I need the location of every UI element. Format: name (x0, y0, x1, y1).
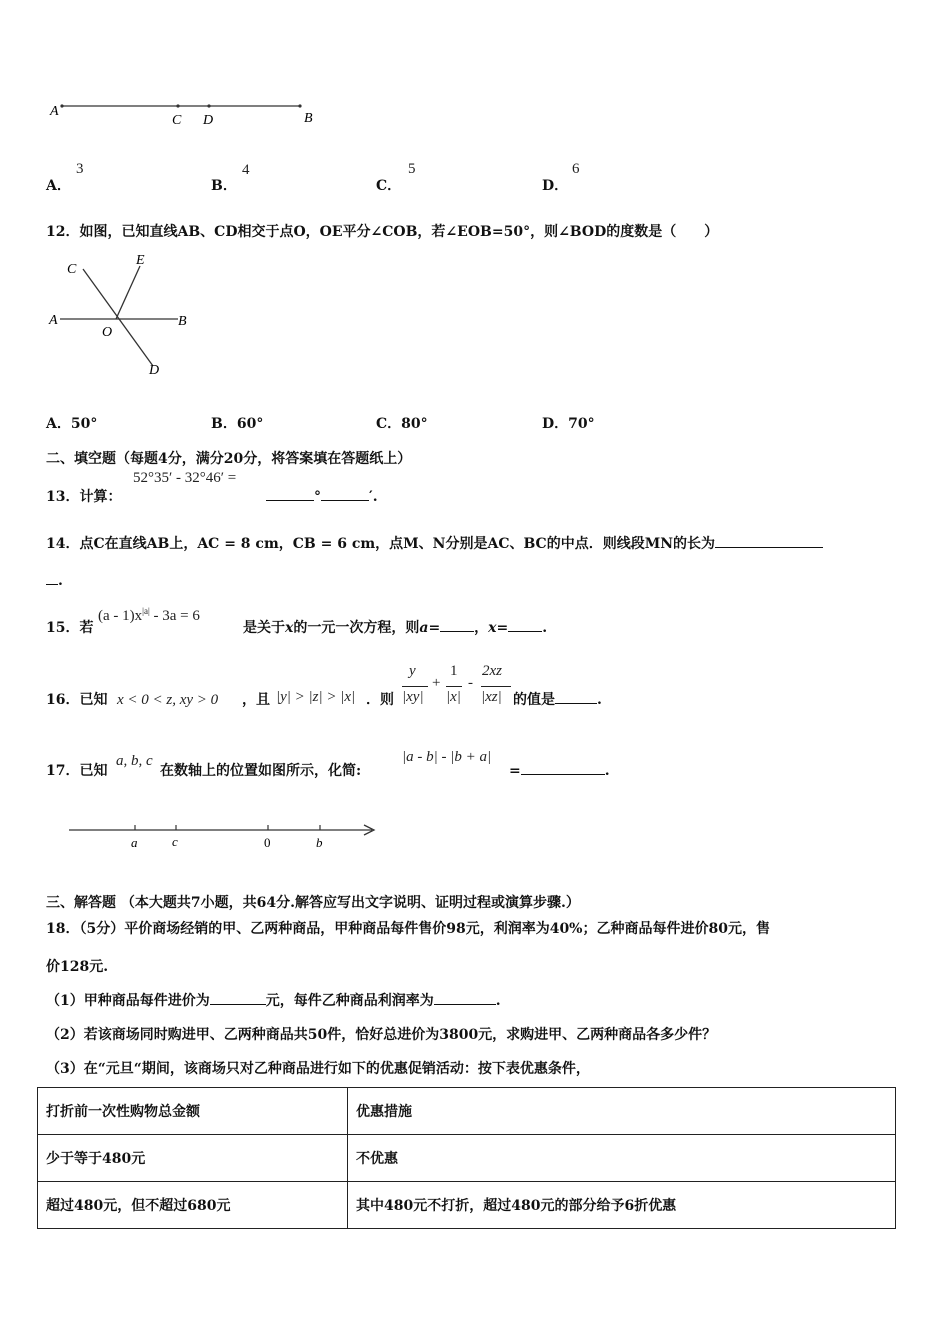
q16-condition: x < 0 < z, xy > 0 (117, 692, 219, 708)
q16-fraction-1-den: |xy| (402, 689, 424, 705)
q13-expression: 52°35′ - 32°46′ = (133, 470, 237, 486)
q14-blank[interactable] (715, 533, 823, 548)
table-cell: 少于等于480元 (38, 1135, 348, 1182)
table-header-cell: 优惠措施 (348, 1088, 896, 1135)
table-row (38, 1088, 896, 1135)
q18-line-2: 价128元. (46, 959, 109, 975)
q16-fraction-1-bar (402, 686, 428, 687)
q11-option-c-value: 5 (408, 161, 416, 177)
q11-option-b-value: 4 (242, 162, 250, 178)
label-b: b (316, 835, 323, 850)
q18-part-3: （3）在“元旦“期间，该商场只对乙种商品进行如下的优惠促销活动：按下表优惠条件， (46, 1061, 590, 1077)
q11-option-a-value: 3 (76, 161, 84, 177)
label-c: C (172, 113, 182, 128)
q12-option-a: A．50° (46, 416, 98, 432)
q12-text: 12．如图，已知直线AB、CD相交于点O，OE平分∠COB，若∠EOB=50°，则∠BOD的度数是（ ） (46, 224, 719, 240)
q15-blank-a[interactable] (440, 617, 474, 632)
q18-blank-cost[interactable] (210, 990, 266, 1005)
point-b (298, 104, 301, 107)
q13-blank-minutes[interactable] (321, 486, 369, 501)
label-b: B (304, 111, 313, 126)
label-o: O (102, 325, 113, 340)
section-2-title: 二、填空题（每题4分，满分20分，将答案填在答题纸上） (46, 451, 412, 467)
q11-option-d: D． (542, 178, 569, 194)
q15-prefix: 15．若 (46, 620, 94, 636)
q16-and: ，且 (242, 692, 270, 708)
q16-blank[interactable] (555, 689, 597, 704)
segment-figure (40, 95, 340, 135)
q16-end: 的值是 . (513, 689, 602, 709)
q18-part-1: （1）甲种商品每件进价为 元，每件乙种商品利润率为 . (46, 990, 501, 1010)
number-line-figure (60, 818, 390, 858)
point-d (207, 104, 210, 107)
q17-variables: a, b, c (116, 753, 153, 769)
q16-fraction-2-bar (446, 686, 462, 687)
q16-fraction-1-num: y (409, 663, 416, 679)
q18-part-2: （2）若该商场同时购进甲、乙两种商品共50件，恰好总进价为3800元，求购进甲、乙两种商品各多少件？ (46, 1027, 717, 1043)
q13-label: 13．计算： (46, 489, 122, 505)
label-a: a (131, 835, 138, 850)
table-cell: 不优惠 (348, 1135, 896, 1182)
q16-fraction-2-num: 1 (450, 663, 458, 679)
q17-prefix: 17．已知 (46, 763, 108, 779)
label-d: D (149, 363, 160, 378)
q17-blank[interactable] (521, 760, 605, 775)
table-row (38, 1182, 896, 1229)
q11-option-a: A． (46, 178, 71, 194)
discount-table (37, 1087, 896, 1229)
q15-rest: 是关于x的一元一次方程，则a= ，x= . (243, 617, 547, 637)
q16-fraction-3-num: 2xz (482, 663, 502, 679)
q11-option-d-value: 6 (572, 161, 580, 177)
q16-fraction-3-bar (481, 686, 511, 687)
q18-blank-rate[interactable] (434, 990, 496, 1005)
q17-expression: |a - b| - |b + a| (402, 749, 492, 765)
q18-line-1: 18．（5分）平价商场经销的甲、乙两种商品，甲种商品每件售价98元，利润率为40%；乙种商品每件进价80元，售 (46, 921, 770, 937)
q15-equation: $(a - 1)x^{|a|} - 3a = 6$ (98, 606, 200, 624)
table-cell: 超过480元，但不超过680元 (38, 1182, 348, 1229)
label-zero: 0 (264, 835, 271, 850)
intersecting-lines-figure (40, 248, 210, 383)
q16-fraction-3-den: |xz| (481, 689, 502, 705)
q14-blank-cont (46, 570, 58, 585)
q11-option-b: B． (211, 178, 237, 194)
q12-option-b: B．60° (211, 416, 264, 432)
section-3-title: 三、解答题 （本大题共7小题，共64分.解答应写出文字说明、证明过程或演算步骤.） (46, 895, 580, 911)
table-header-cell: 打折前一次性购物总金额 (38, 1088, 348, 1135)
label-c: c (172, 834, 178, 849)
q14-end: . (46, 570, 63, 589)
table-cell: 其中480元不打折，超过480元的部分给予6折优惠 (348, 1182, 896, 1229)
label-c: C (67, 262, 77, 277)
q16-then: ．则 (366, 692, 394, 708)
q12-option-d: D．70° (542, 416, 595, 432)
q13-blank-degrees[interactable] (266, 486, 314, 501)
q11-option-c: C． (376, 178, 402, 194)
point-c (176, 104, 179, 107)
label-a: A (49, 313, 58, 328)
label-a: A (50, 104, 59, 119)
q16-fraction-2-den: |x| (446, 689, 461, 705)
table-row (38, 1135, 896, 1182)
q16-plus: + (432, 675, 441, 691)
line-cd (83, 269, 153, 366)
q15-blank-x[interactable] (508, 617, 542, 632)
q16-condition-2: |y| > |z| > |x| (276, 689, 356, 705)
point-a (60, 104, 63, 107)
q16-minus: - (468, 675, 473, 691)
q17-middle: 在数轴上的位置如图所示，化简: (160, 763, 362, 779)
q13-answer: ° ′. (266, 486, 378, 505)
ray-oe (116, 266, 140, 319)
q16-prefix: 16．已知 (46, 692, 108, 708)
label-e: E (136, 253, 145, 268)
q17-answer: = . (509, 760, 610, 779)
label-b: B (178, 314, 187, 329)
q14-text: 14．点C在直线AB上，AC = 8 cm，CB = 6 cm，点M、N分别是AC、BC的中点．则线段MN的长为 (46, 533, 823, 553)
label-d: D (203, 113, 214, 128)
q12-option-c: C．80° (376, 416, 428, 432)
